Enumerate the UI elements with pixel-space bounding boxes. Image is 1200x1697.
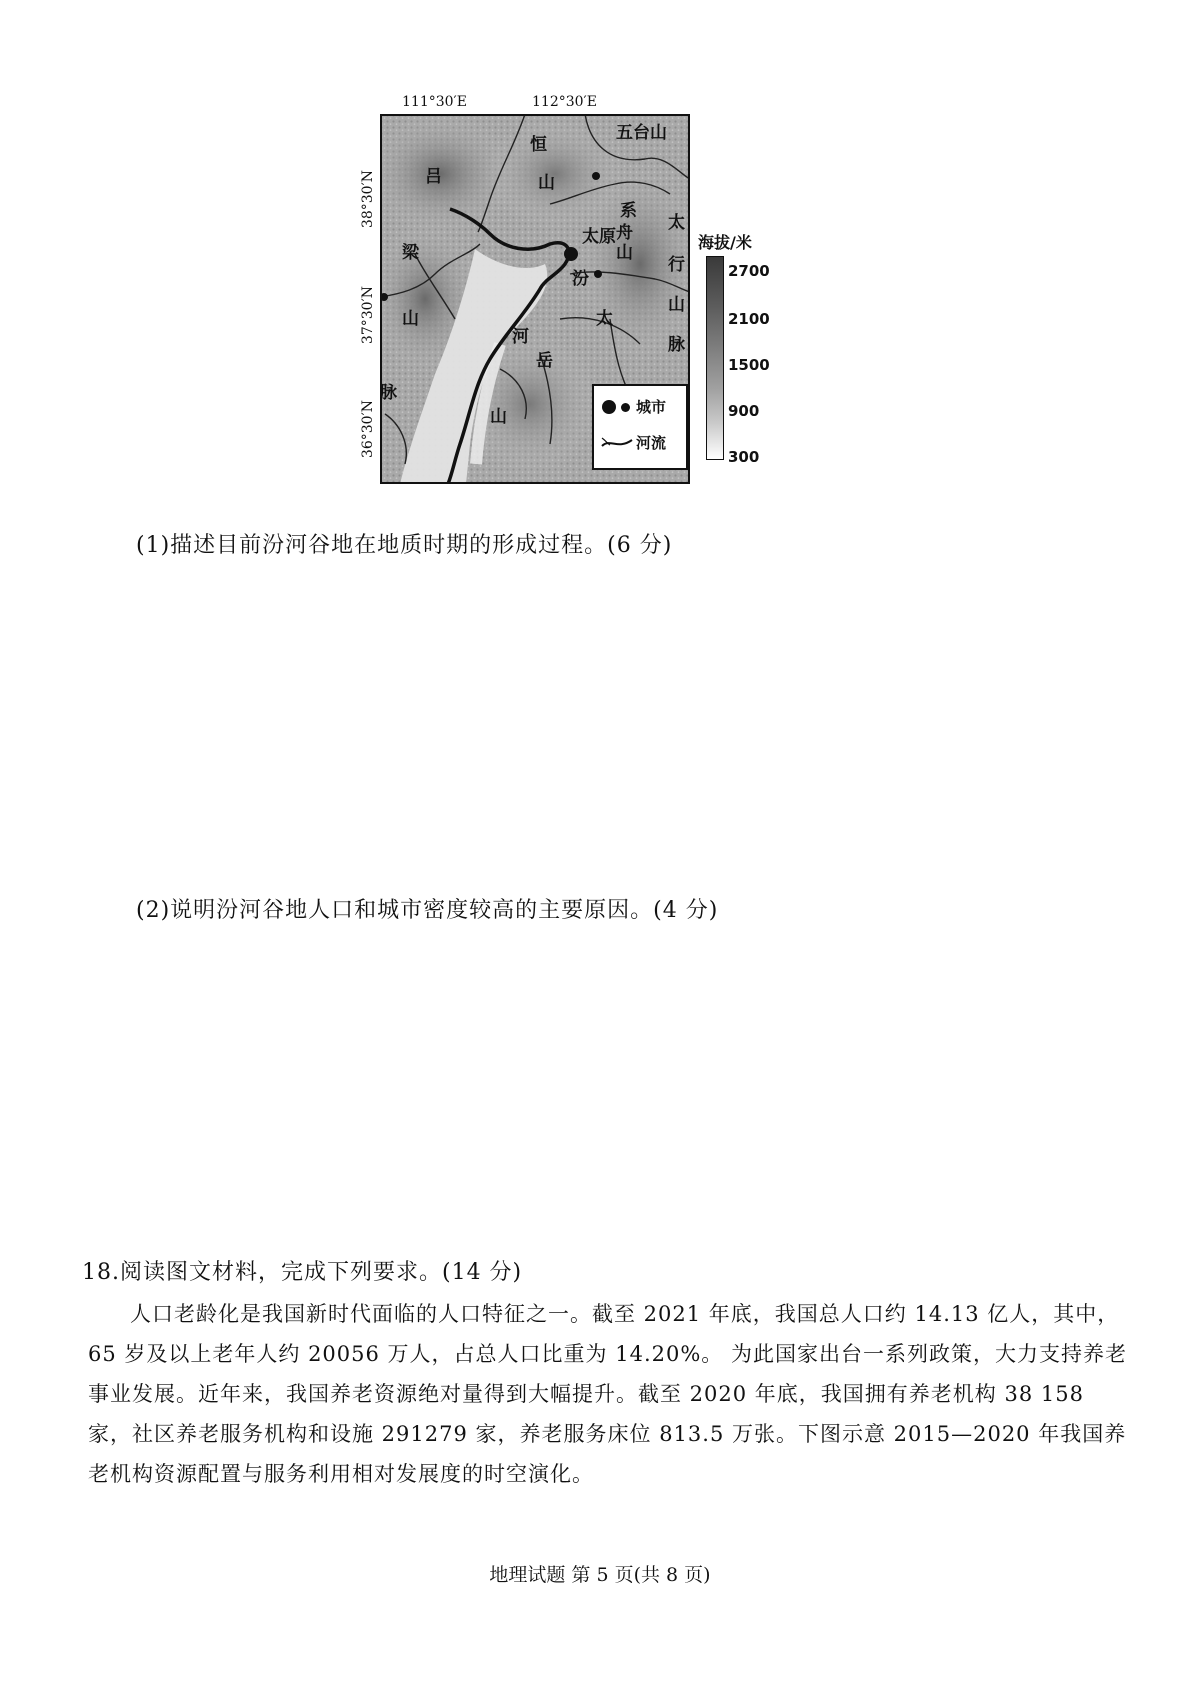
elev-300: 300 (728, 448, 760, 466)
elev-2700: 2700 (728, 262, 770, 280)
label-lv-mai: 脉 (380, 383, 397, 403)
label-lv: 吕 (425, 167, 442, 187)
elevation-title: 海拔/米 (698, 233, 752, 252)
label-zhou-shan: 山 (616, 243, 633, 263)
map-figure (360, 88, 830, 528)
label-hang-shan: 山 (668, 295, 685, 315)
label-fen: 汾 (572, 269, 589, 289)
question-18-paragraph (88, 1294, 1128, 1494)
elev-900: 900 (728, 402, 760, 420)
label-hang-mai: 脉 (668, 335, 685, 355)
label-zhou: 舟 (616, 223, 633, 243)
question-18-title: 18.阅读图文材料，完成下列要求。(14 分) (82, 1260, 523, 1285)
label-tai: 太 (668, 213, 685, 233)
label-liang: 梁 (402, 243, 419, 263)
label-taiyue-tai: 太 (596, 309, 613, 329)
elevation-scale-bar (706, 256, 724, 460)
lat-label-2: 37°30′N (360, 286, 376, 345)
label-heng: 恒 (530, 135, 547, 155)
river-symbol (600, 434, 634, 450)
legend-city-label: 城市 (636, 398, 667, 416)
legend-river-label: 河流 (636, 434, 667, 452)
question-2: (2)说明汾河谷地人口和城市密度较高的主要原因。(4 分) (136, 898, 719, 923)
label-lv-shan: 山 (402, 309, 419, 329)
map-legend (592, 384, 688, 470)
question-1: (1)描述目前汾河谷地在地质时期的形成过程。(6 分) (136, 533, 673, 558)
label-taiyuan: 太原 (582, 227, 616, 247)
elev-2100: 2100 (728, 310, 770, 328)
label-heng-shan: 山 (538, 173, 555, 193)
paragraph-text: 人口老龄化是我国新时代面临的人口特征之一。截至 2021 年底，我国总人口约 14.13 亿人，其中，65 岁及以上老年人约 20056 万人，占总人口比重为 14.20%。 为此国家出台一系列政策，大力支持养老事业发展。近年来，我国养老资源绝对量得到大幅提升。截至 2020 年底，我国拥有养老机构 38 158 家，社区养老服务机构和设施 291279 家，养老服务床位 813.5 万张。下图示意 2015—2020 年我国养老机构资源配置与服务利用相对发展度的时空演化。 (88, 1302, 1127, 1486)
page-footer: 地理试题 第 5 页(共 8 页) (489, 1564, 711, 1586)
label-he: 河 (512, 327, 529, 347)
label-wutaishan: 五台山 (616, 123, 667, 143)
label-xi: 系 (620, 201, 637, 221)
city-symbol (602, 400, 616, 414)
elev-1500: 1500 (728, 356, 770, 374)
lat-label-3: 36°30′N (360, 400, 376, 459)
town-symbol (621, 403, 630, 412)
label-taiyue-yue: 岳 (536, 351, 553, 371)
lon-label-1: 111°30′E (402, 94, 467, 110)
lat-label-1: 38°30′N (360, 170, 376, 229)
lon-label-2: 112°30′E (532, 94, 597, 110)
elevation-ticks (728, 256, 788, 466)
label-hang: 行 (668, 255, 685, 275)
label-taiyue-shan: 山 (490, 407, 507, 427)
